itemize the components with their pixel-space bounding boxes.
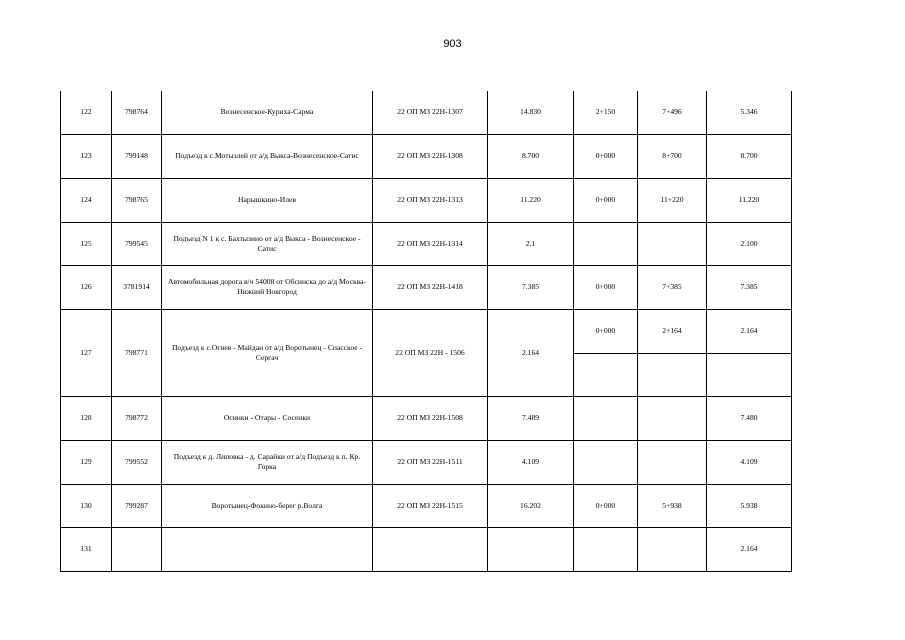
- road-id: 22 ОП МЗ 22Н-1313: [373, 178, 488, 222]
- row-number: 130: [61, 484, 112, 527]
- section-start: 0+000: [574, 265, 638, 309]
- road-name: Подъезд к с.Огнев - Майдан от а/д Воротынец - Спасское - Сергач: [162, 309, 373, 396]
- road-length: 16.202: [488, 484, 574, 527]
- section-start: 2+150: [574, 91, 638, 134]
- section-start: 0+000: [574, 309, 638, 353]
- table-row: [61, 134, 792, 178]
- road-length: [488, 527, 574, 571]
- road-name: Нарышкино-Илев: [162, 178, 373, 222]
- table-row: [61, 440, 792, 484]
- section-end: 8+700: [638, 134, 707, 178]
- row-number: 123: [61, 134, 112, 178]
- road-name: Вознесенское-Куриха-Сарма: [162, 91, 373, 134]
- section-start: 0+000: [574, 484, 638, 527]
- road-name: Подъезд к с.Мотызлей от а/д Выкса-Вознесенское-Сатис: [162, 134, 373, 178]
- section-total: 4.109: [707, 440, 792, 484]
- section-start-empty: [574, 353, 638, 396]
- road-length: 7.385: [488, 265, 574, 309]
- section-end-empty: [638, 353, 707, 396]
- section-total: 7.385: [707, 265, 792, 309]
- road-id: 22 ОП МЗ 22Н-1508: [373, 396, 488, 440]
- section-end: 7+496: [638, 91, 707, 134]
- row-number: 125: [61, 222, 112, 265]
- road-name: Подъезд N 1 к с. Бахтызино от а/д Выкса - Вознесенское - Сатис: [162, 222, 373, 265]
- road-length: 4.109: [488, 440, 574, 484]
- table-row: [61, 484, 792, 527]
- road-name: Воротынец-Фокино-берег р.Волга: [162, 484, 373, 527]
- section-total: 5.346: [707, 91, 792, 134]
- row-number: 129: [61, 440, 112, 484]
- section-start: 0+000: [574, 178, 638, 222]
- road-name: Осинки - Отары - Сосенки: [162, 396, 373, 440]
- road-name: Подъезд к д. Липовка - д. Сарайки от а/д Подъезд к п. Кр. Горка: [162, 440, 373, 484]
- page-number: 903: [443, 38, 462, 50]
- road-length: 8.700: [488, 134, 574, 178]
- section-start: [574, 527, 638, 571]
- section-start: 0+000: [574, 134, 638, 178]
- section-end: 7+385: [638, 265, 707, 309]
- section-end: 2+164: [638, 309, 707, 353]
- table-row: [61, 309, 792, 353]
- road-length: 14.830: [488, 91, 574, 134]
- table-row: [61, 91, 792, 134]
- section-start: [574, 440, 638, 484]
- road-id: 22 ОП МЗ 22Н-1307: [373, 91, 488, 134]
- row-number: 126: [61, 265, 112, 309]
- section-start: [574, 222, 638, 265]
- row-number: 124: [61, 178, 112, 222]
- road-length: 2.164: [488, 309, 574, 396]
- road-id: 22 ОП МЗ 22Н - 1506: [373, 309, 488, 396]
- road-code: 3781914: [112, 265, 162, 309]
- section-total: 7.480: [707, 396, 792, 440]
- table-row: [61, 265, 792, 309]
- section-start: [574, 396, 638, 440]
- road-code: 799148: [112, 134, 162, 178]
- section-end: [638, 440, 707, 484]
- road-code: 798764: [112, 91, 162, 134]
- road-code: 799552: [112, 440, 162, 484]
- road-id: 22 ОП МЗ 22Н-1515: [373, 484, 488, 527]
- road-name: Автомобильная дорога в/ч 54008 от Обсинска до а/д Москва-Нижний Новгород: [162, 265, 373, 309]
- table-row: [61, 222, 792, 265]
- row-number: 122: [61, 91, 112, 134]
- road-code: [112, 527, 162, 571]
- road-id: [373, 527, 488, 571]
- road-code: 798771: [112, 309, 162, 396]
- row-number: 128: [61, 396, 112, 440]
- road-id: 22 ОП МЗ 22Н-1314: [373, 222, 488, 265]
- roads-table: [60, 91, 792, 572]
- row-number: 127: [61, 309, 112, 396]
- table-row: [61, 527, 792, 571]
- section-end: [638, 222, 707, 265]
- road-id: 22 ОП МЗ 22Н-1418: [373, 265, 488, 309]
- section-total: 2.100: [707, 222, 792, 265]
- road-id: 22 ОП МЗ 22Н-1511: [373, 440, 488, 484]
- section-end: 11+220: [638, 178, 707, 222]
- road-id: 22 ОП МЗ 22Н-1308: [373, 134, 488, 178]
- road-name: [162, 527, 373, 571]
- section-total: 8.700: [707, 134, 792, 178]
- road-length: 2.1: [488, 222, 574, 265]
- section-total: 2.164: [707, 527, 792, 571]
- section-total: 5.938: [707, 484, 792, 527]
- section-total: 2.164: [707, 309, 792, 353]
- road-code: 799287: [112, 484, 162, 527]
- road-code: 798765: [112, 178, 162, 222]
- section-total: 11.220: [707, 178, 792, 222]
- road-code: 799545: [112, 222, 162, 265]
- section-end: [638, 396, 707, 440]
- section-end: [638, 527, 707, 571]
- row-number: 131: [61, 527, 112, 571]
- section-total-empty: [707, 353, 792, 396]
- road-length: 11.220: [488, 178, 574, 222]
- table-row: [61, 396, 792, 440]
- road-length: 7.489: [488, 396, 574, 440]
- road-code: 798772: [112, 396, 162, 440]
- section-end: 5+938: [638, 484, 707, 527]
- table-row: [61, 178, 792, 222]
